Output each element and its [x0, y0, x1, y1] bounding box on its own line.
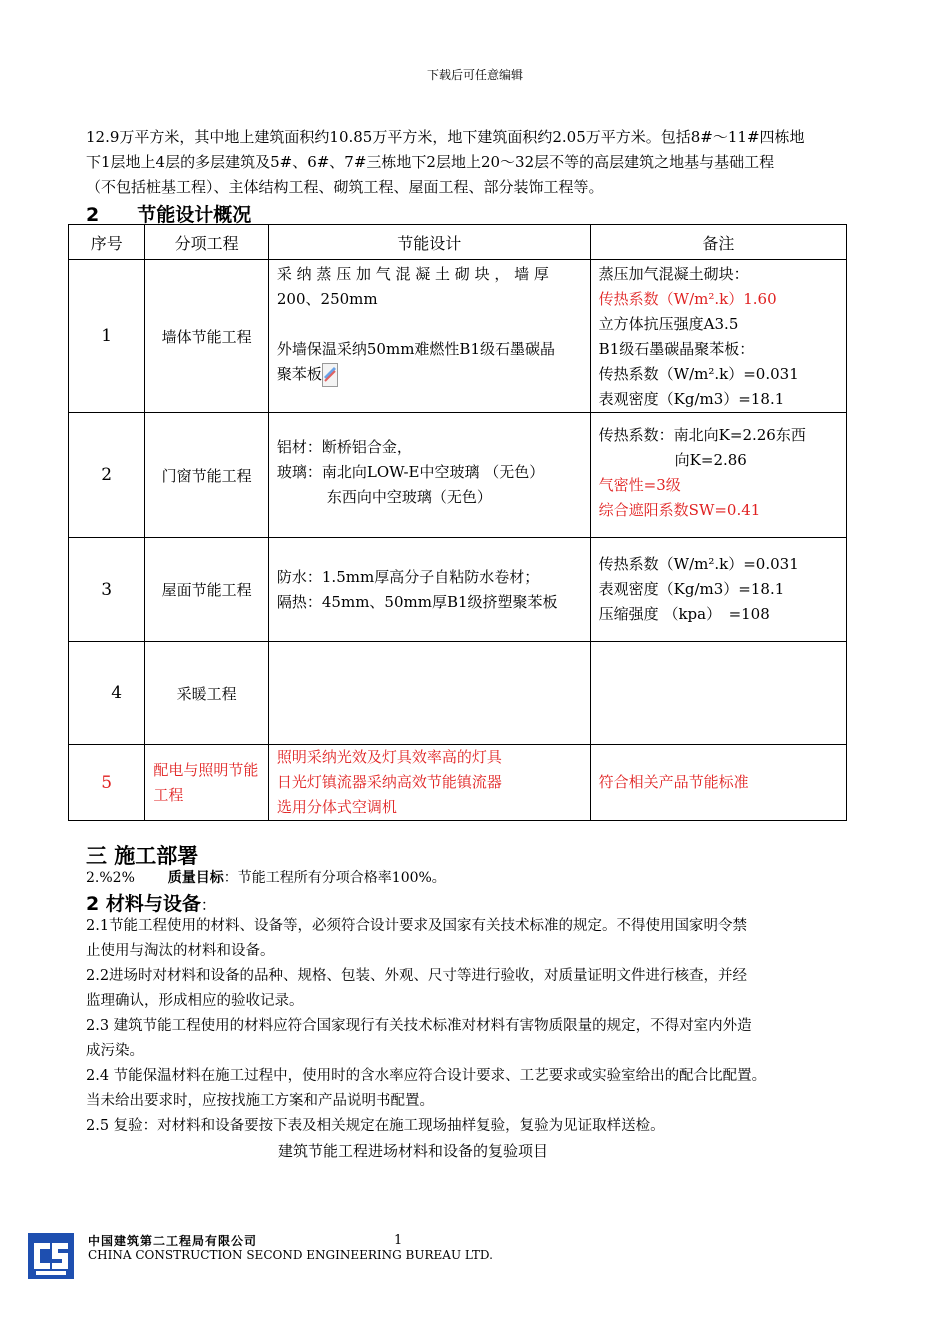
table-row	[69, 260, 847, 413]
design-line: 铝材：断桥铝合金，	[276, 438, 412, 456]
row-note	[590, 413, 846, 538]
materials-paragraphs	[86, 914, 868, 1139]
row-design	[268, 745, 590, 821]
broken-image-icon	[322, 363, 338, 387]
design-line: 东西向中空玻璃（无色）	[326, 488, 492, 506]
row-no: 5	[69, 745, 145, 821]
para-line: 2.2进场时对材料和设备的品种、规格、包装、外观、尺寸等进行验收，对质量证明文件进行核查，并经	[86, 968, 748, 984]
row-design	[268, 538, 590, 642]
header-item: 分项工程	[145, 225, 268, 260]
design-line: 照明采纳光效及灯具效率高的灯具	[276, 748, 502, 766]
row-no: 2	[69, 413, 145, 538]
row-no: 1	[69, 260, 145, 413]
note-line: 传热系数（W/m².k）=0.031	[598, 555, 799, 573]
intro-line: （不包括桩基工程）、主体结构工程、砌筑工程、屋面工程、部分装饰工程等。	[86, 178, 604, 196]
table-row	[69, 745, 847, 821]
design-line: 日光灯镇流器采纳高效节能镇流器	[276, 773, 502, 791]
note-line: 蒸压加气混凝土砌块：	[598, 265, 749, 283]
row-design	[268, 260, 590, 413]
header-note: 下载后可任意编辑	[426, 68, 523, 82]
materials-para	[86, 1014, 868, 1064]
row-note: 符合相关产品节能标准	[590, 745, 846, 821]
para-line: 2.1节能工程使用的材料、设备等，必须符合设计要求及国家有关技术标准的规定。不得使用国家明令禁	[86, 918, 748, 934]
materials-title-colon: ：	[200, 896, 216, 914]
note-line: 综合遮阳系数SW=0.41	[598, 501, 761, 519]
design-line: 防水：1.5mm厚高分子自粘防水卷材；	[276, 567, 540, 586]
materials-para	[86, 914, 868, 964]
materials-title-text: 2 材料与设备	[86, 893, 201, 915]
para-line: 2.4 节能保温材料在施工过程中，使用时的含水率应符合设计要求、工艺要求或实验室给出的配合比配置。	[86, 1068, 767, 1084]
para-line: 当未给出要求时，应按找施工方案和产品说明书配置。	[86, 1093, 434, 1109]
section-2-title: 2 节能设计概况	[86, 204, 252, 226]
page-number: 1	[394, 1233, 403, 1248]
design-line: 选用分体式空调机	[276, 798, 397, 816]
row-item: 门窗节能工程	[145, 413, 268, 538]
quality-prefix: 2.%2%	[86, 870, 135, 886]
row-note	[590, 642, 846, 745]
quality-text: ：节能工程所有分项合格率100%。	[223, 870, 446, 886]
materials-para	[86, 964, 868, 1014]
table-row	[69, 413, 847, 538]
row-item: 屋面节能工程	[145, 538, 268, 642]
intro-paragraph	[86, 125, 868, 200]
design-line: 采 纳 蒸 压 加 气 混 凝 土 砌 块 ， 墙 厚	[276, 265, 549, 283]
row-item: 配电与照明节能工程	[145, 745, 268, 821]
quality-label: 质量目标	[167, 870, 224, 886]
row-no: 4	[69, 642, 145, 745]
table-header-row	[69, 225, 847, 260]
note-line: 表观密度（Kg/m3）=18.1	[598, 580, 785, 598]
design-line: 玻璃：南北向LOW-E中空玻璃 （无色）	[276, 463, 545, 481]
cscec-logo-icon	[28, 1233, 74, 1279]
table-row	[69, 642, 847, 745]
design-line: 隔热：45mm、50mm厚B1级挤塑聚苯板	[276, 592, 558, 611]
para-line: 止使用与淘汰的材料和设备。	[86, 943, 275, 959]
note-line: B1级石墨碳晶聚苯板：	[598, 340, 755, 358]
para-line: 监理确认，形成相应的验收记录。	[86, 993, 304, 1009]
intro-line: 下1层地上4层的多层建筑及5#、6#、7#三栋地下2层地上20～32层不等的高层建筑之地基与基础工程	[86, 153, 775, 171]
energy-design-table	[68, 224, 847, 821]
row-item: 采暖工程	[145, 642, 268, 745]
design-line	[277, 362, 582, 387]
row-item: 墙体节能工程	[145, 260, 268, 413]
header-no: 序号	[69, 225, 145, 260]
row-note	[590, 538, 846, 642]
note-line: 传热系数（W/m².k）1.60	[598, 290, 777, 308]
note-line: 表观密度（Kg/m3）=18.1	[598, 390, 785, 408]
row-note	[590, 260, 846, 413]
quality-goal	[86, 866, 868, 891]
materials-para	[86, 1064, 868, 1114]
table-caption: 建筑节能工程进场材料和设备的复验项目	[278, 1142, 549, 1160]
header-design: 节能设计	[268, 225, 590, 260]
section-3-title: 三 施工部署	[86, 844, 199, 868]
row-no: 3	[69, 538, 145, 642]
note-line: 气密性=3级	[598, 476, 681, 494]
design-line: 外墙保温采纳50mm难燃性B1级石墨碳晶	[276, 340, 555, 358]
intro-line: 12.9万平方米，其中地上建筑面积约10.85万平方米，地下建筑面积约2.05万平方米。包括8#～11#四栋地	[86, 128, 805, 146]
note-line: 传热系数（W/m².k）=0.031	[598, 365, 799, 383]
row-design	[268, 642, 590, 745]
note-line: 立方体抗压强度A3.5	[598, 315, 739, 333]
note-line: 向K=2.86	[674, 451, 747, 469]
table-row	[69, 538, 847, 642]
row-design	[268, 413, 590, 538]
para-line: 2.5 复验：对材料和设备要按下表及相关规定在施工现场抽样复验，复验为见证取样送检。	[86, 1118, 665, 1134]
materials-para	[86, 1114, 868, 1139]
para-line: 成污染。	[86, 1043, 144, 1059]
materials-title	[86, 889, 216, 916]
design-line	[277, 312, 582, 337]
design-line: 200、250mm	[276, 290, 378, 308]
footer-company-cn: 中国建筑第二工程局有限公司	[88, 1234, 258, 1248]
para-line: 2.3 建筑节能工程使用的材料应符合国家现行有关技术标准对材料有害物质限量的规定，不得对室内外造	[86, 1018, 752, 1034]
note-line: 传热系数：南北向K=2.26东西	[598, 426, 806, 444]
design-text: 聚苯板	[276, 365, 322, 383]
header-note-col: 备注	[590, 225, 846, 260]
footer-company-en: CHINA CONSTRUCTION SECOND ENGINEERING BUREAU LTD.	[88, 1248, 493, 1262]
note-line: 压缩强度 （kpa） =108	[598, 605, 770, 623]
